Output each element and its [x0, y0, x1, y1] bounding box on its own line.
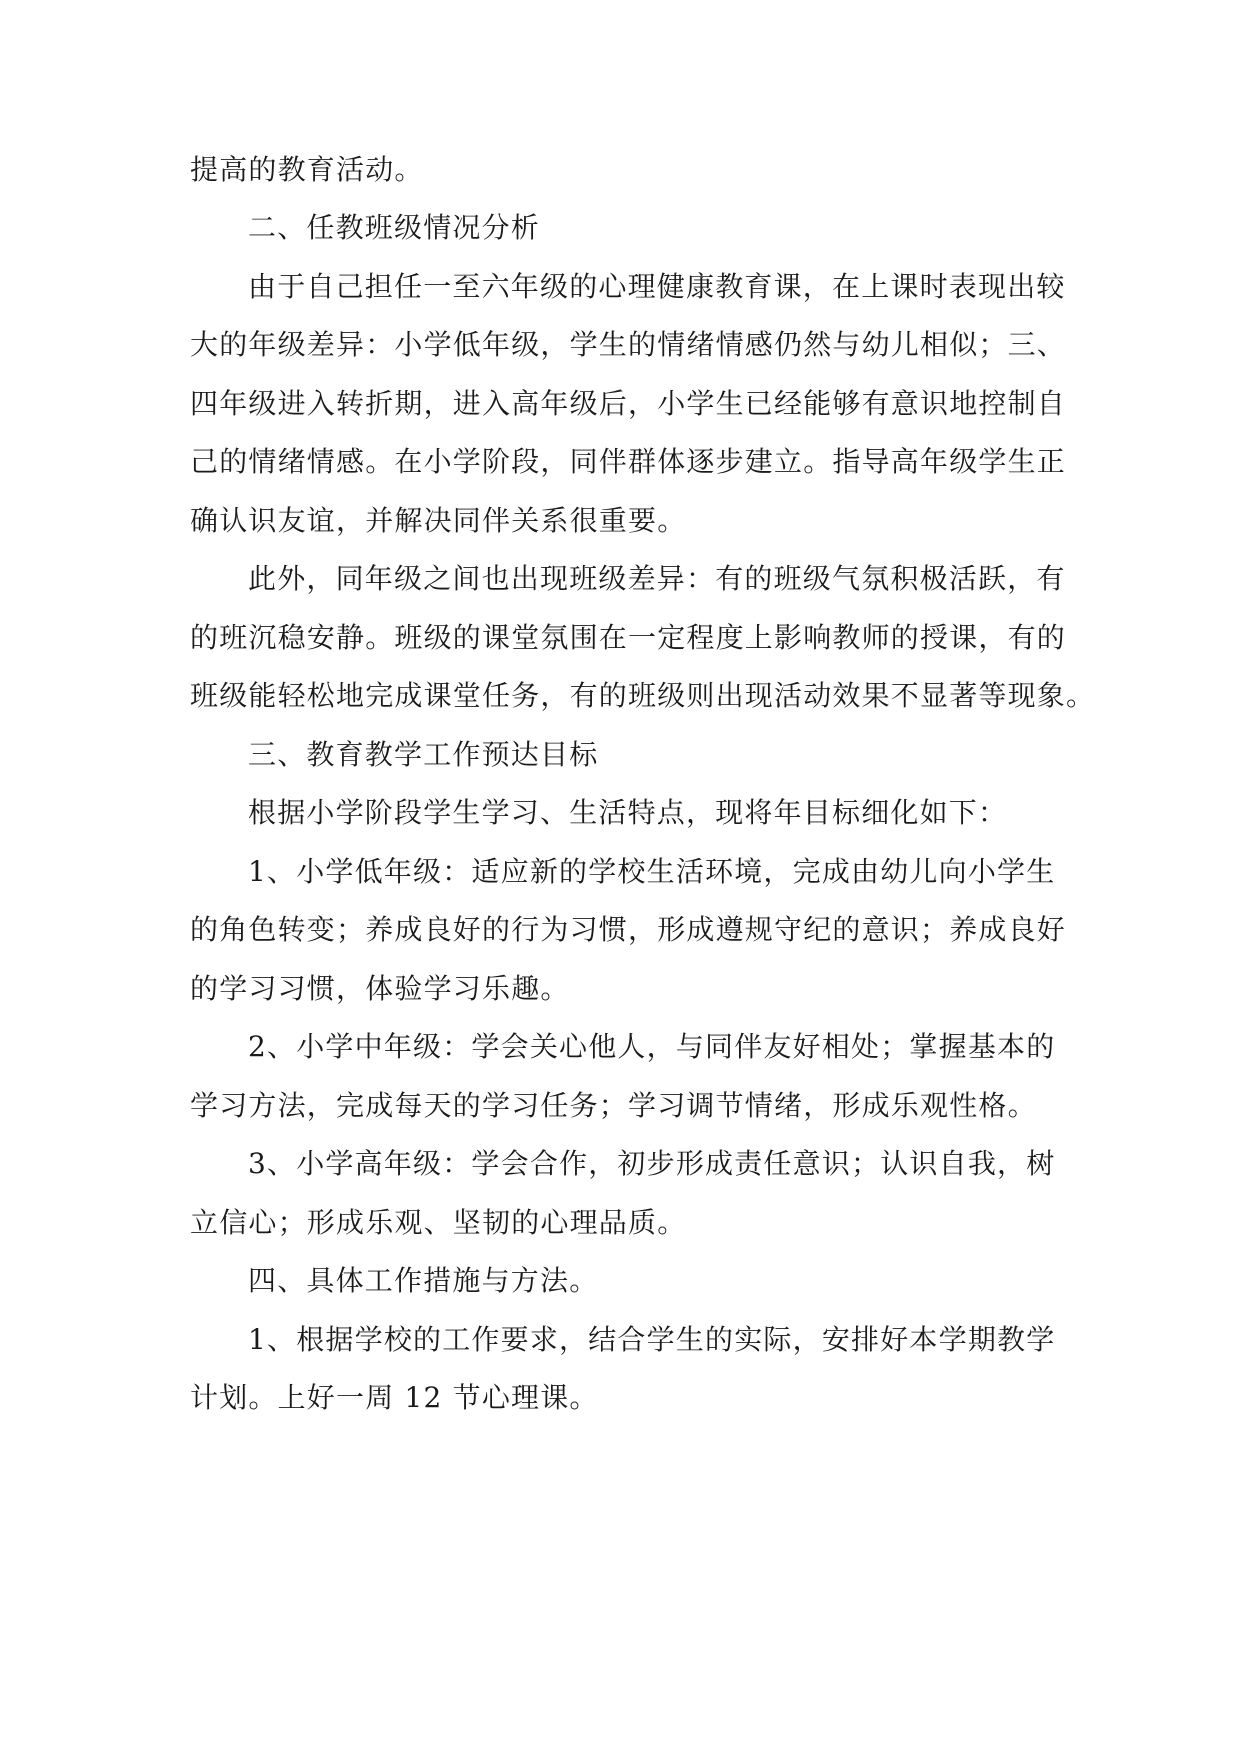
list-item: 1、小学低年级：适应新的学校生活环境，完成由幼儿向小学生: [248, 855, 1056, 888]
text-line: 的学习习惯，体验学习乐趣。: [190, 972, 570, 1005]
text-line: 确认识友谊，并解决同伴关系很重要。: [190, 504, 687, 537]
list-item: 1、根据学校的工作要求，结合学生的实际，安排好本学期教学: [248, 1323, 1056, 1356]
text-line: 四年级进入转折期，进入高年级后，小学生已经能够有意识地控制自: [190, 387, 1067, 420]
text-line: 大的年级差异：小学低年级，学生的情绪情感仍然与幼儿相似；三、: [190, 328, 1067, 361]
text-line: 计划。上好一周 12 节心理课。: [190, 1381, 599, 1414]
text-line: 的角色转变；养成良好的行为习惯，形成遵规守纪的意识；养成良好: [190, 913, 1067, 946]
list-item: 3、小学高年级：学会合作，初步形成责任意识；认识自我，树: [248, 1147, 1056, 1180]
section-heading: 三、教育教学工作预达目标: [248, 738, 599, 771]
section-heading: 二、任教班级情况分析: [248, 211, 541, 244]
text-line: 立信心；形成乐观、坚韧的心理品质。: [190, 1206, 687, 1239]
text-line: 提高的教育活动。: [190, 153, 424, 186]
text-line: 学习方法，完成每天的学习任务；学习调节情绪，形成乐观性格。: [190, 1089, 1037, 1122]
text-line: 己的情绪情感。在小学阶段，同伴群体逐步建立。指导高年级学生正: [190, 445, 1067, 478]
list-item: 2、小学中年级：学会关心他人，与同伴友好相处；掌握基本的: [248, 1030, 1056, 1063]
text-line: 此外，同年级之间也出现班级差异：有的班级气氛积极活跃，有: [248, 562, 1066, 595]
text-line: 的班沉稳安静。班级的课堂氛围在一定程度上影响教师的授课，有的: [190, 621, 1067, 654]
section-heading: 四、具体工作措施与方法。: [248, 1264, 599, 1297]
text-line: 根据小学阶段学生学习、生活特点，现将年目标细化如下：: [248, 796, 1008, 829]
text-line: 班级能轻松地完成课堂任务，有的班级则出现活动效果不显著等现象。: [190, 679, 1096, 712]
text-line: 由于自己担任一至六年级的心理健康教育课，在上课时表现出较: [248, 270, 1066, 303]
